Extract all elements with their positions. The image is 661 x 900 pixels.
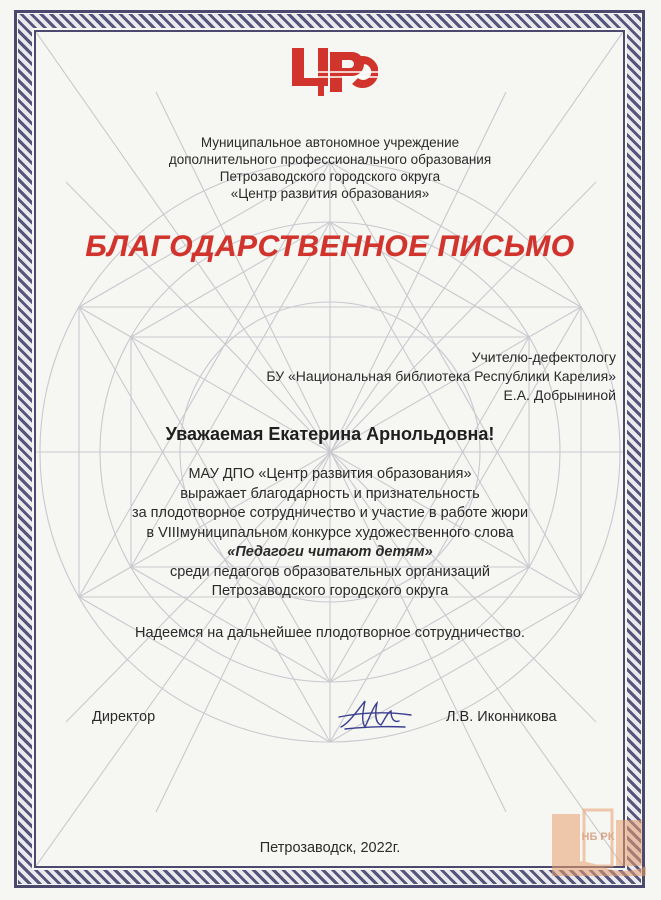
cro-logo-icon: [286, 44, 378, 98]
signer-position: Директор: [92, 709, 156, 725]
greeting: Уважаемая Екатерина Арнольдовна!: [165, 424, 495, 444]
recipient-organization: БУ «Национальная библиотека Республики Карелия»: [266, 368, 616, 384]
contest-name: «Педагоги читают детям»: [227, 544, 433, 560]
letter-body: [60, 465, 600, 602]
body-line: среди педагогов образовательных организаций: [169, 563, 490, 580]
body-line: Петрозаводского городского округа: [211, 583, 449, 599]
closing-line: Надеемся на дальнейшее плодотворное сотрудничество.: [135, 625, 525, 641]
organization-line: «Центр развития образования»: [230, 186, 430, 201]
organization-line: Петрозаводского городского округа: [219, 169, 441, 184]
recipient-block: [196, 348, 616, 405]
document-title: БЛАГОДАРСТВЕННОЕ ПИСЬМО: [85, 230, 575, 263]
organization-line: Муниципальное автономное учреждение: [200, 135, 460, 150]
place-and-date: Петрозаводск, 2022г.: [259, 840, 401, 856]
library-logo-icon: [548, 800, 648, 880]
recipient-position: Учителю-дефектологу: [471, 349, 616, 365]
recipient-name: Е.А. Добрыниной: [503, 387, 616, 403]
body-line: в VIIIмуниципальном конкурсе художественного слова: [146, 524, 514, 541]
watermark-text: НБ РК: [581, 831, 615, 843]
signature-row: [0, 705, 661, 745]
organization-name: [100, 134, 560, 202]
body-line: МАУ ДПО «Центр развития образования»: [188, 466, 472, 482]
body-line: выражает благодарность и признательность: [180, 485, 480, 502]
handwritten-signature-icon: [335, 693, 415, 737]
signer-name: Л.В. Иконникова: [446, 709, 557, 725]
organization-line: дополнительного профессионального образования: [168, 152, 492, 167]
body-line: за плодотворное сотрудничество и участие в работе жюри: [131, 505, 529, 521]
